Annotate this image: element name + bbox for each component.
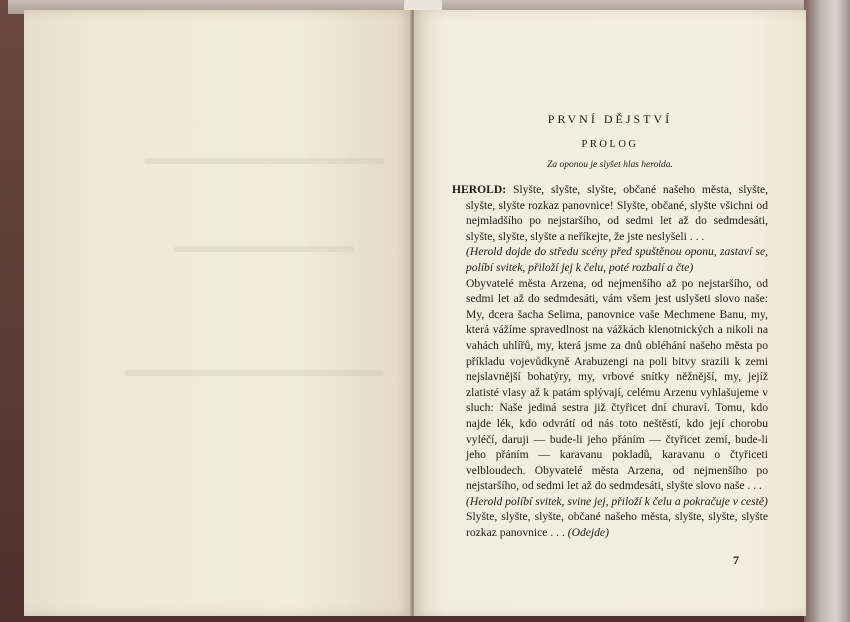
speech-text: Slyšte, slyšte, slyšte, občané našeho města, slyšte, slyšte, slyšte rozkaz panovnice . . . [466,510,768,540]
cover-right-edge [804,0,850,622]
page-number: 7 [733,553,739,567]
left-page [24,10,412,616]
speaker-name: HEROLD: [452,183,507,196]
speech-text: Slyšte, slyšte, slyšte, občané našeho města, slyšte, slyšte, slyšte rozkaz panovnice! Slyšte, občané, slyšte všichni od nejmladšího po nejstaršího, od sedmi let až do sedmdesáti, slyšte, slyšte, slyšte a neříkejte, že jste neslyšeli . . . [466,183,768,243]
stage-direction-intro: Za oponou je slyšet hlas herolda. [547,160,673,170]
show-through-mark [174,246,354,252]
speech-paragraph [452,509,768,540]
act-title: PRVNÍ DĚJSTVÍ [547,112,673,126]
play-text [452,182,768,541]
speech-text: Obyvatelé města Arzena, od nejmenšího až po nejstaršího, od sedmi let až do sedmdesáti, vám všem jest uslyšeti slovo naše: My, dcera šacha Selima, panovnice vaše Mechmene Banu, my, která vážíme spravedlnost na vážkách klenotnických a nikoli na vahách uhlířů, my, která jsme za dnů obléhání našeho města po příkladu vojevůdkyně Arabuzengi na poli bitvy srazili k zemi nejslavnější bohatýry, my, vrbové snítky něžnější, my, jejíž zlatisté vlasy až k patám splývají, celému Arzenu vyhlašujeme v sluch: Naše jediná sestra již čtyřicet dní churaví. Tomu, kdo najde lék, kdo odvrátí od nás toto neštěstí, kdo její chorobu vyléčí, daruji — bude-li jeho přáním — čtyřicet zemí, bude-li jeho přáním — karavanu pokladů, karavanu o čtyřiceti velbloudech. Obyvatelé města Arzena, od nejmenšího po nejstaršího, od sedmi let až do sedmdesáti, slyšte slovo naše . . . [466,276,768,493]
stage-direction: (Herold políbí svitek, svine jej, přiloží k čelu a pokračuje v cestě) [466,494,768,508]
show-through-mark [124,370,384,376]
stage-direction: (Odejde) [567,526,609,540]
speech-paragraph [452,182,768,244]
stage-direction: (Herold dojde do středu scény před spuštěnou oponu, zastaví se, políbí svitek, přiloží jej k čelu, poté rozbalí a čte) [466,245,768,274]
section-heading: PROLOG [581,139,639,150]
show-through-mark [144,158,384,164]
right-page-text [452,110,768,541]
